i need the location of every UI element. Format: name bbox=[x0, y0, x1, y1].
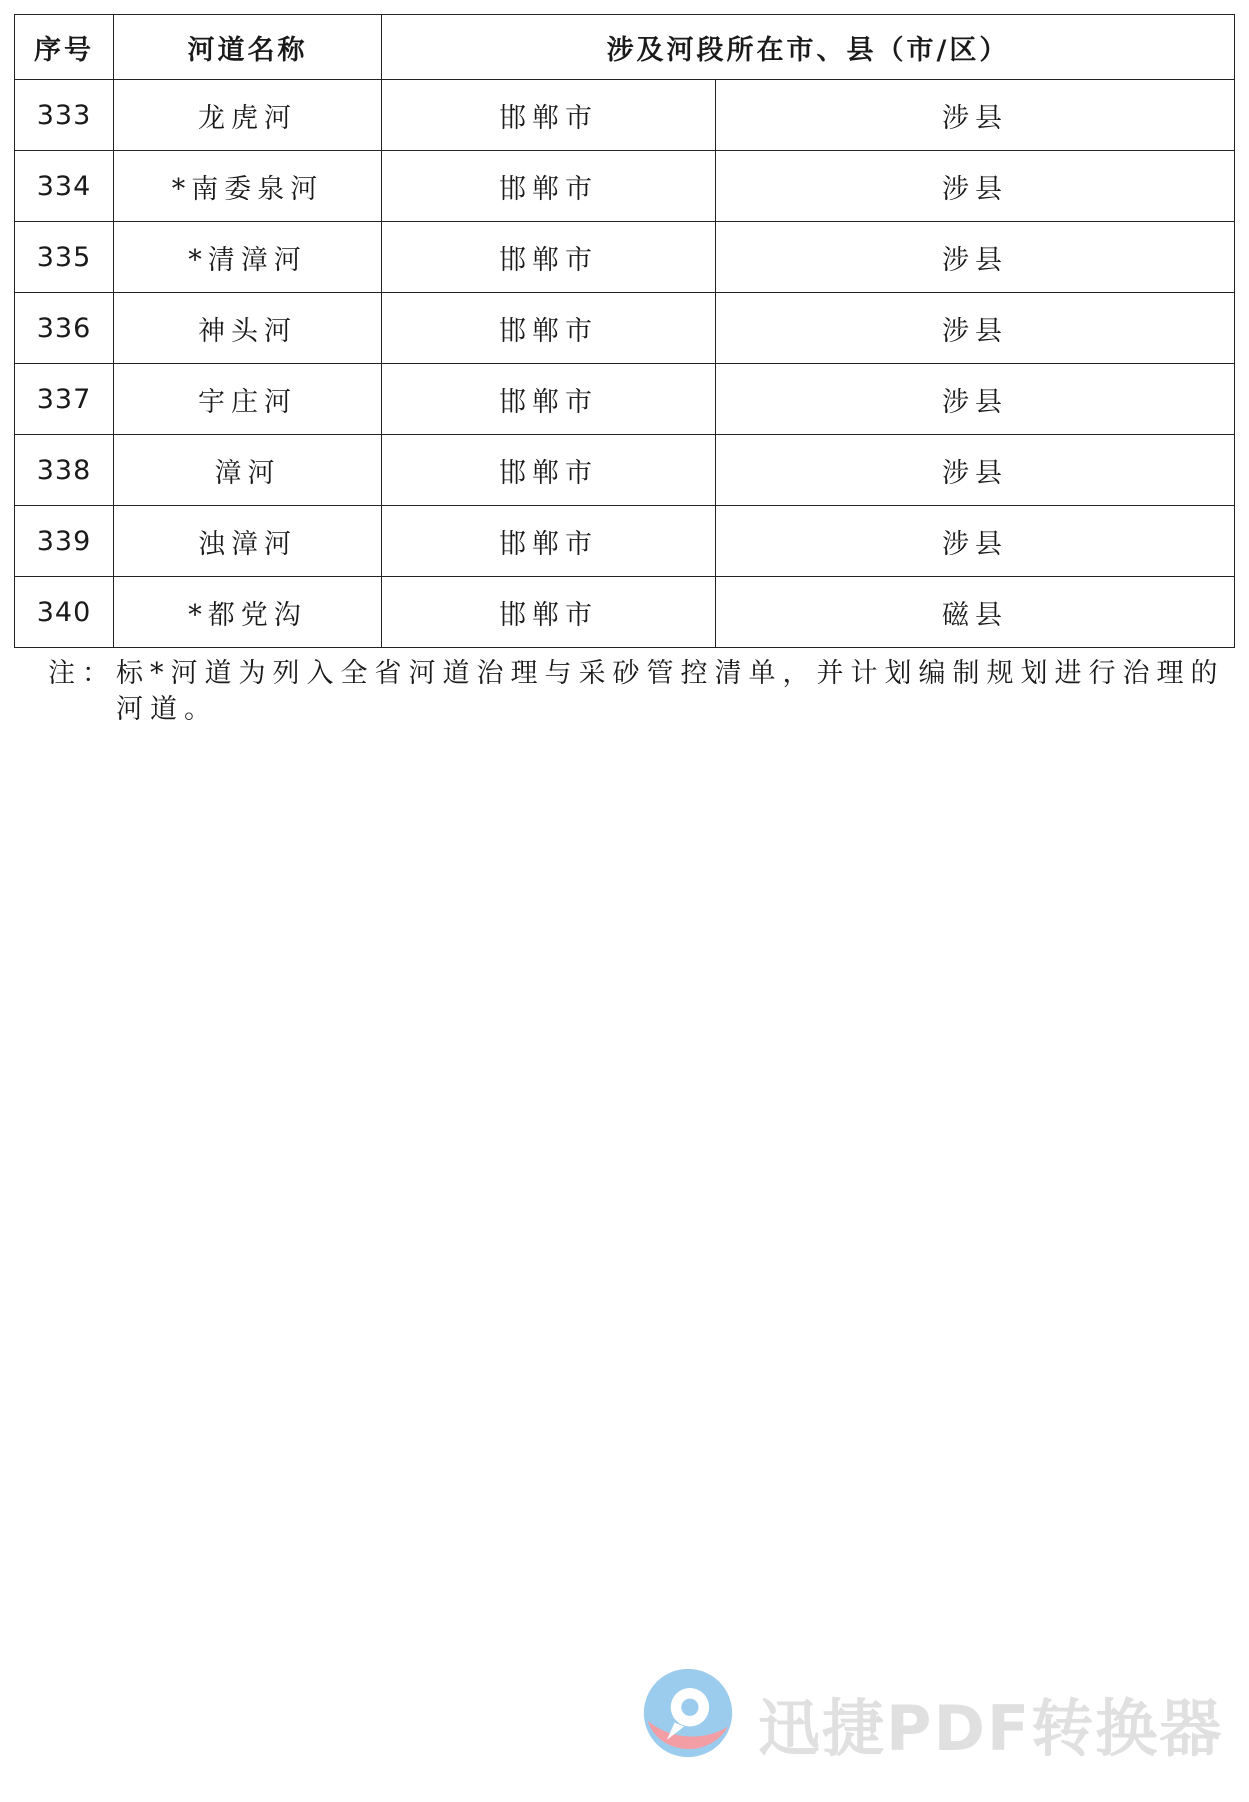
cell-seq: 333 bbox=[15, 80, 114, 151]
footnote-text: 注：标*河道为列入全省河道治理与采砂管控清单，并计划编制规划进行治理的河道。 bbox=[48, 658, 1225, 725]
cell-city: 邯郸市 bbox=[382, 80, 716, 151]
cell-city: 邯郸市 bbox=[382, 222, 716, 293]
header-river-name: 河道名称 bbox=[114, 15, 382, 80]
watermark bbox=[640, 1665, 1224, 1765]
header-seq: 序号 bbox=[15, 15, 114, 80]
cell-city: 邯郸市 bbox=[382, 506, 716, 577]
watermark-brand-text: 迅捷PDF转换器 bbox=[758, 1692, 1224, 1765]
cell-city: 邯郸市 bbox=[382, 577, 716, 648]
table-row bbox=[15, 151, 1235, 222]
table-header-row bbox=[15, 15, 1235, 80]
cell-river-name: 龙虎河 bbox=[114, 80, 382, 151]
cell-city: 邯郸市 bbox=[382, 151, 716, 222]
cell-seq: 334 bbox=[15, 151, 114, 222]
table-row bbox=[15, 506, 1235, 577]
cell-river-name: *都党沟 bbox=[114, 577, 382, 648]
cell-river-name: *南委泉河 bbox=[114, 151, 382, 222]
table-row bbox=[15, 577, 1235, 648]
cell-seq: 335 bbox=[15, 222, 114, 293]
table-row bbox=[15, 435, 1235, 506]
cell-seq: 339 bbox=[15, 506, 114, 577]
cell-county: 涉县 bbox=[716, 222, 1235, 293]
converter-logo-icon bbox=[640, 1665, 736, 1761]
cell-county: 涉县 bbox=[716, 293, 1235, 364]
cell-river-name: *清漳河 bbox=[114, 222, 382, 293]
table-row bbox=[15, 293, 1235, 364]
cell-city: 邯郸市 bbox=[382, 364, 716, 435]
cell-county: 涉县 bbox=[716, 151, 1235, 222]
cell-county: 磁县 bbox=[716, 577, 1235, 648]
cell-county: 涉县 bbox=[716, 80, 1235, 151]
table-row bbox=[15, 80, 1235, 151]
cell-county: 涉县 bbox=[716, 435, 1235, 506]
cell-county: 涉县 bbox=[716, 506, 1235, 577]
river-table-container bbox=[14, 14, 1235, 648]
cell-seq: 336 bbox=[15, 293, 114, 364]
header-location: 涉及河段所在市、县（市/区） bbox=[382, 15, 1235, 80]
cell-county: 涉县 bbox=[716, 364, 1235, 435]
cell-city: 邯郸市 bbox=[382, 293, 716, 364]
cell-seq: 340 bbox=[15, 577, 114, 648]
cell-river-name: 神头河 bbox=[114, 293, 382, 364]
cell-seq: 338 bbox=[15, 435, 114, 506]
table-footnote bbox=[48, 656, 1238, 728]
table-row bbox=[15, 222, 1235, 293]
river-table bbox=[14, 14, 1235, 648]
table-row bbox=[15, 364, 1235, 435]
cell-seq: 337 bbox=[15, 364, 114, 435]
cell-river-name: 浊漳河 bbox=[114, 506, 382, 577]
cell-river-name: 漳河 bbox=[114, 435, 382, 506]
cell-river-name: 宇庄河 bbox=[114, 364, 382, 435]
cell-city: 邯郸市 bbox=[382, 435, 716, 506]
